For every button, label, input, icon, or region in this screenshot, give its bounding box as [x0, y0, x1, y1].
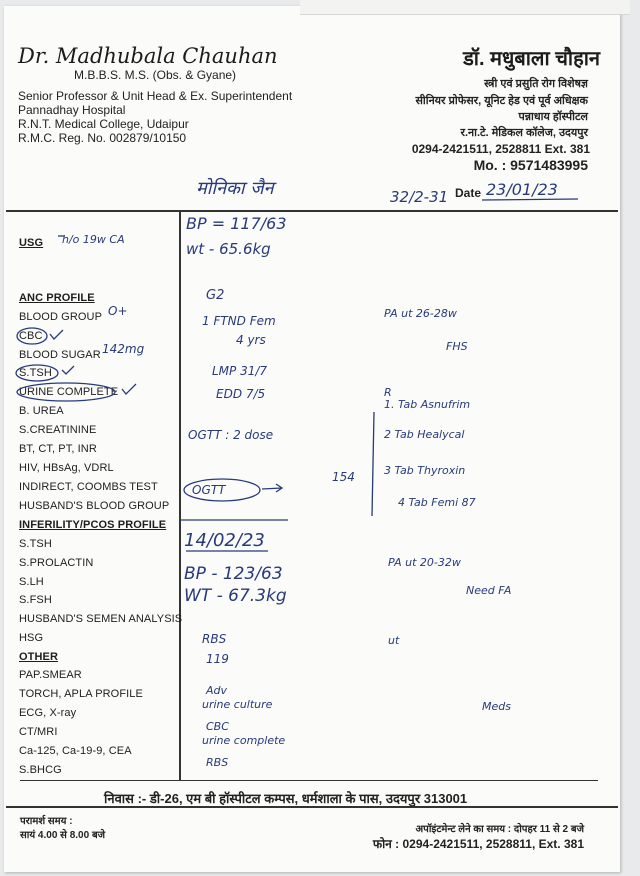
footer-address: निवास :- डी-26, एम बी हॉस्पीटल कम्पस, धर्मशाला के पास, उदयपुर 313001 — [104, 791, 468, 806]
anc-item: CBC — [19, 330, 43, 342]
designation: Senior Professor & Unit Head & Ex. Superintendent — [18, 89, 293, 103]
hw-rx-1: 1. Tab Asnufrim — [384, 398, 471, 411]
hw-wt-1: wt - 65.6kg — [186, 240, 271, 258]
infertility-item: S.PROLACTIN — [19, 557, 94, 569]
hw-fhs: FHS — [446, 340, 468, 353]
infertility-item: S.TSH — [19, 538, 52, 550]
other-item: PAP.SMEAR — [19, 669, 82, 681]
hw-154: 154 — [332, 470, 355, 484]
other-item: ECG, X-ray — [19, 707, 77, 719]
date-underline — [482, 199, 578, 200]
hw-ogtt-2: OGTT — [192, 483, 226, 497]
consult-label: परामर्श समय : — [20, 816, 73, 827]
stsh-tick — [62, 366, 74, 374]
infertility-item: HUSBAND'S SEMEN ANALYSIS — [19, 613, 183, 625]
urine-tick — [122, 384, 136, 394]
college-hindi: र.ना.टे. मेडिकल कॉलेज, उदयपुर — [460, 127, 588, 139]
hw-alive: 4 yrs — [236, 333, 266, 347]
qualification: M.B.B.S. M.S. (Obs. & Gyane) — [74, 68, 237, 82]
hw-date: 23/01/23 — [486, 180, 558, 199]
infertility-item: HSG — [19, 632, 44, 644]
infertility-item: S.FSH — [19, 594, 52, 606]
hw-rx-2: 2 Tab Healycal — [384, 428, 465, 441]
hw-wt-2: WT - 67.3kg — [184, 586, 287, 606]
appointment-time: अपॉइंटमेन्ट लेने का समय : दोपहर 11 से 2 बजे — [415, 824, 584, 835]
hw-ftnd: 1 FTND Fem — [202, 314, 276, 328]
hw-adv-1: Adv — [206, 684, 228, 697]
hw-date-2: 14/02/23 — [184, 530, 265, 551]
hw-rbs-value: 119 — [206, 652, 229, 666]
phone: 0294-2421511, 2528811 Ext. 381 — [411, 142, 590, 156]
hw-age: 32/2-31 — [390, 188, 449, 206]
anc-item: BLOOD SUGAR — [19, 349, 101, 361]
anc-profile-heading: ANC PROFILE — [19, 292, 95, 304]
hw-adv-5: RBS — [206, 756, 229, 769]
rx-bracket — [372, 412, 374, 516]
anc-item: HIV, HBsAg, VDRL — [19, 462, 114, 474]
hw-adv-2: urine culture — [202, 698, 273, 711]
ogtt-arrow — [262, 484, 282, 492]
hw-bp-2: BP - 123/63 — [184, 564, 283, 584]
college: R.N.T. Medical College, Udaipur — [18, 117, 189, 131]
usg-heading: USG — [19, 237, 44, 249]
anc-item: URINE COMPLETE — [19, 386, 119, 398]
hw-ogtt-1: OGTT : 2 dose — [188, 428, 274, 442]
anc-item: BT, CT, PT, INR — [19, 443, 97, 455]
cbc-tick — [50, 330, 63, 339]
hw-rbs-label: RBS — [202, 632, 227, 646]
mobile: Mo. : 9571483995 — [473, 157, 588, 173]
hw-rx-3: 3 Tab Thyroxin — [384, 464, 466, 477]
infertility-item: S.LH — [19, 576, 44, 588]
other-item: S.BHCG — [19, 764, 62, 776]
hw-blood-sugar: 142mg — [102, 342, 145, 356]
anc-item: BLOOD GROUP — [19, 311, 103, 323]
stsh-circle — [16, 365, 58, 381]
speciality-hindi: स्त्री एवं प्रसुति रोग विशेषज्ञ — [484, 78, 588, 90]
designation-hindi: सीनियर प्रोफेसर, यूनिट हेड एवं पूर्व अधिक्षक — [415, 95, 588, 107]
infertility-heading: INFERILITY/PCOS PROFILE — [19, 519, 167, 531]
hw-pa-1: PA ut 26-28w — [384, 307, 457, 320]
anc-item: HUSBAND'S BLOOD GROUP — [19, 500, 170, 512]
doctor-name-hindi: डॉ. मधुबाला चौहान — [463, 48, 600, 70]
hw-meds: Meds — [482, 700, 511, 713]
doctor-name: Dr. Madhubala Chauhan — [18, 44, 278, 68]
hw-adv-3: CBC — [206, 720, 229, 733]
consult-time: सायं 4.00 से 8.00 बजे — [20, 830, 106, 841]
hw-bp-1: BP = 117/63 — [186, 214, 287, 233]
cbc-circle — [17, 328, 47, 344]
date-label: Date — [455, 186, 482, 200]
hw-edd: EDD 7/5 — [216, 387, 266, 401]
hw-usg-note: h/o 19w CA — [62, 233, 125, 246]
hw-rx-4: 4 Tab Femi 87 — [398, 496, 476, 509]
anc-item: INDIRECT, COOMBS TEST — [19, 481, 158, 493]
hw-needs: Need FA — [466, 584, 512, 597]
hw-rx-r: R — [384, 386, 392, 399]
anc-item: S.CREATININE — [19, 424, 97, 436]
other-item: CT/MRI — [19, 726, 58, 738]
hw-pa-2: PA ut 20-32w — [388, 556, 461, 569]
footer-phone: फोन : 0294-2421511, 2528811, Ext. 381 — [372, 837, 584, 851]
hw-adv-4: urine complete — [202, 734, 286, 747]
hospital: Pannadhay Hospital — [18, 103, 126, 117]
other-item: Ca-125, Ca-19-9, CEA — [19, 745, 132, 757]
rmc-reg: R.M.C. Reg. No. 002879/10150 — [18, 131, 187, 145]
anc-item: S.TSH — [19, 367, 52, 379]
other-heading: OTHER — [19, 651, 58, 663]
hw-ut: ut — [388, 634, 400, 647]
hw-lmp: LMP 31/7 — [212, 364, 268, 378]
hospital-hindi: पन्नाधाय हॉस्पीटल — [518, 111, 588, 123]
other-item: TORCH, APLA PROFILE — [19, 688, 143, 700]
hw-g2: G2 — [206, 288, 225, 303]
urine-circle — [17, 383, 115, 401]
hw-blood-group: O+ — [108, 304, 128, 318]
anc-item: B. UREA — [19, 405, 64, 417]
hw-patient-name: मोनिका जैन — [196, 178, 274, 199]
